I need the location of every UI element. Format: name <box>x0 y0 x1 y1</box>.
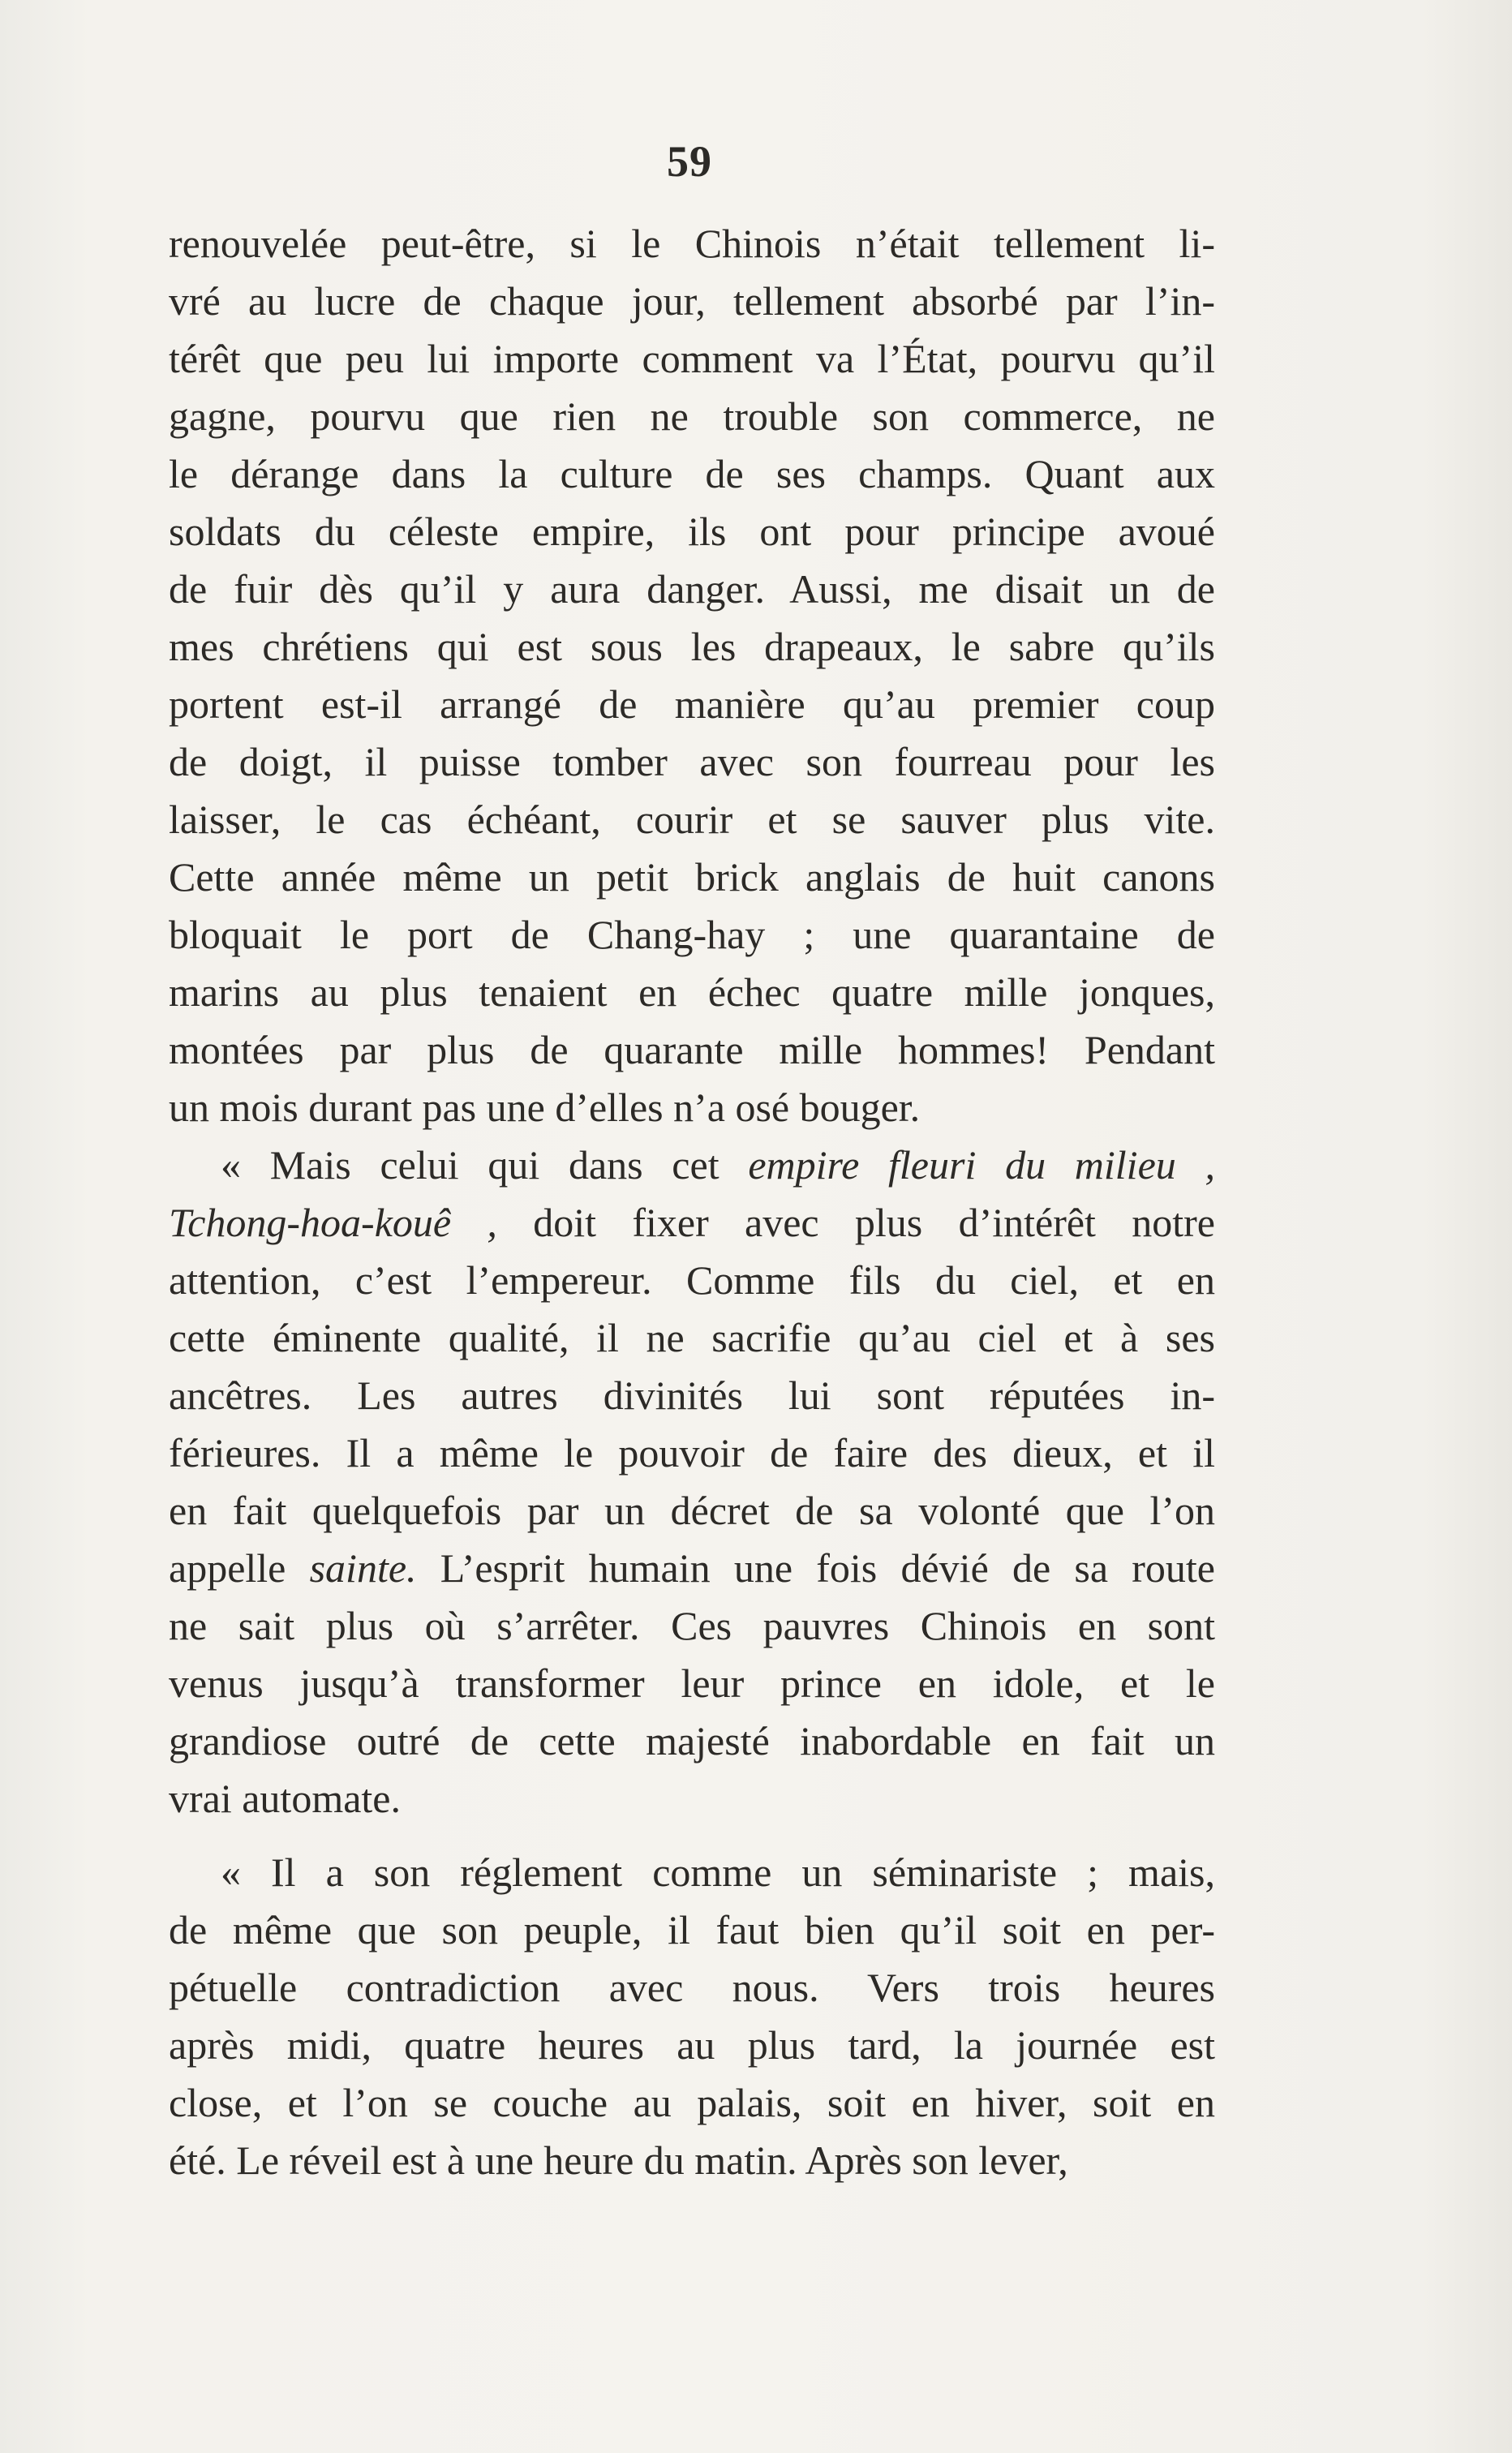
text-run: bloquait le port de Chang-hay ; une quarantaine de <box>169 912 1215 957</box>
text-line <box>169 733 1215 791</box>
text-line <box>169 1844 1215 1901</box>
text-run: après midi, quatre heures au plus tard, la journée est <box>169 2022 1215 2068</box>
text-run: de même que son peuple, il faut bien qu’il soit en per- <box>169 1907 1215 1953</box>
text-line <box>169 1252 1215 1309</box>
text-line <box>169 445 1215 503</box>
text-line <box>169 1959 1215 2017</box>
text-line <box>169 1424 1215 1482</box>
text-line <box>169 618 1215 676</box>
page-number: 59 <box>667 137 712 186</box>
text-line <box>169 561 1215 618</box>
text-line <box>169 1367 1215 1424</box>
text-run: renouvelée peut-être, si le Chinois n’était tellement li- <box>169 221 1215 266</box>
body-text <box>169 215 1215 2189</box>
text-run: ancêtres. Les autres divinités lui sont réputées in- <box>169 1373 1215 1418</box>
text-line <box>169 1079 1215 1136</box>
text-line <box>169 1194 1215 1252</box>
text-run: close, et l’on se couche au palais, soit en hiver, soit en <box>169 2080 1215 2125</box>
text-run: attention, c’est l’empereur. Comme fils du ciel, et en <box>169 1257 1215 1303</box>
text-run: de doigt, il puisse tomber avec son fourreau pour les <box>169 739 1215 784</box>
text-line <box>169 2132 1215 2189</box>
text-run: Cette année même un petit brick anglais de huit canons <box>169 854 1215 900</box>
text-run: le dérange dans la culture de ses champs. Quant aux <box>169 451 1215 496</box>
text-line <box>169 1901 1215 1959</box>
text-run: été. Le réveil est à une heure du matin. Après son lever, <box>169 2137 1068 2183</box>
text-line <box>169 676 1215 733</box>
text-run: venus jusqu’à transformer leur prince en idole, et le <box>169 1660 1215 1706</box>
text-run: portent est-il arrangé de manière qu’au premier coup <box>169 681 1215 727</box>
text-run: appelle <box>169 1545 310 1591</box>
text-run: montées par plus de quarante mille hommes! Pendant <box>169 1027 1215 1072</box>
text-run: L’esprit humain une fois dévié de sa route <box>416 1545 1215 1591</box>
text-line <box>169 2017 1215 2074</box>
text-run: ne sait plus où s’arrêter. Ces pauvres Chinois en sont <box>169 1603 1215 1648</box>
text-line <box>169 848 1215 906</box>
text-line <box>169 2074 1215 2132</box>
text-line <box>169 215 1215 273</box>
text-line <box>169 1655 1215 1712</box>
text-line <box>169 273 1215 330</box>
italic-text-run: sainte. <box>309 1545 417 1591</box>
text-run: « Il a son réglement comme un séminariste ; mais, <box>221 1849 1215 1895</box>
text-line <box>169 388 1215 445</box>
text-line <box>169 1597 1215 1655</box>
text-run: cette éminente qualité, il ne sacrifie qu’au ciel et à ses <box>169 1315 1215 1360</box>
text-line <box>169 906 1215 964</box>
italic-text-run: Tchong-hoa-kouê , <box>169 1200 497 1245</box>
text-run: de fuir dès qu’il y aura danger. Aussi, me disait un de <box>169 566 1215 612</box>
text-run: vré au lucre de chaque jour, tellement absorbé par l’in- <box>169 278 1215 324</box>
text-run: laisser, le cas échéant, courir et se sauver plus vite. <box>169 797 1215 842</box>
text-run: grandiose outré de cette majesté inabordable en fait un <box>169 1718 1215 1763</box>
text-line <box>169 330 1215 388</box>
text-line <box>169 503 1215 561</box>
text-run: térêt que peu lui importe comment va l’État, pourvu qu’il <box>169 336 1215 381</box>
text-run: doit fixer avec plus d’intérêt notre <box>496 1200 1215 1245</box>
text-line <box>169 1136 1215 1194</box>
text-run: mes chrétiens qui est sous les drapeaux, le sabre qu’ils <box>169 624 1215 669</box>
text-line <box>169 1309 1215 1367</box>
text-run: un mois durant pas une d’elles n’a osé bouger. <box>169 1085 921 1130</box>
italic-text-run: empire fleuri du milieu , <box>748 1142 1215 1188</box>
text-line <box>169 1482 1215 1540</box>
text-run: soldats du céleste empire, ils ont pour principe avoué <box>169 509 1215 554</box>
text-run: vrai automate. <box>169 1776 401 1821</box>
text-line <box>169 1712 1215 1770</box>
text-run: en fait quelquefois par un décret de sa volonté que l’on <box>169 1488 1215 1533</box>
text-line <box>169 1770 1215 1828</box>
text-run: marins au plus tenaient en échec quatre mille jonques, <box>169 969 1215 1015</box>
text-line <box>169 964 1215 1021</box>
text-line <box>169 1021 1215 1079</box>
text-run: férieures. Il a même le pouvoir de faire des dieux, et il <box>169 1430 1215 1476</box>
text-run: « Mais celui qui dans cet <box>221 1142 749 1188</box>
text-line <box>169 791 1215 848</box>
text-run: pétuelle contradiction avec nous. Vers trois heures <box>169 1965 1215 2010</box>
text-line <box>169 1540 1215 1597</box>
text-run: gagne, pourvu que rien ne trouble son commerce, ne <box>169 393 1215 439</box>
